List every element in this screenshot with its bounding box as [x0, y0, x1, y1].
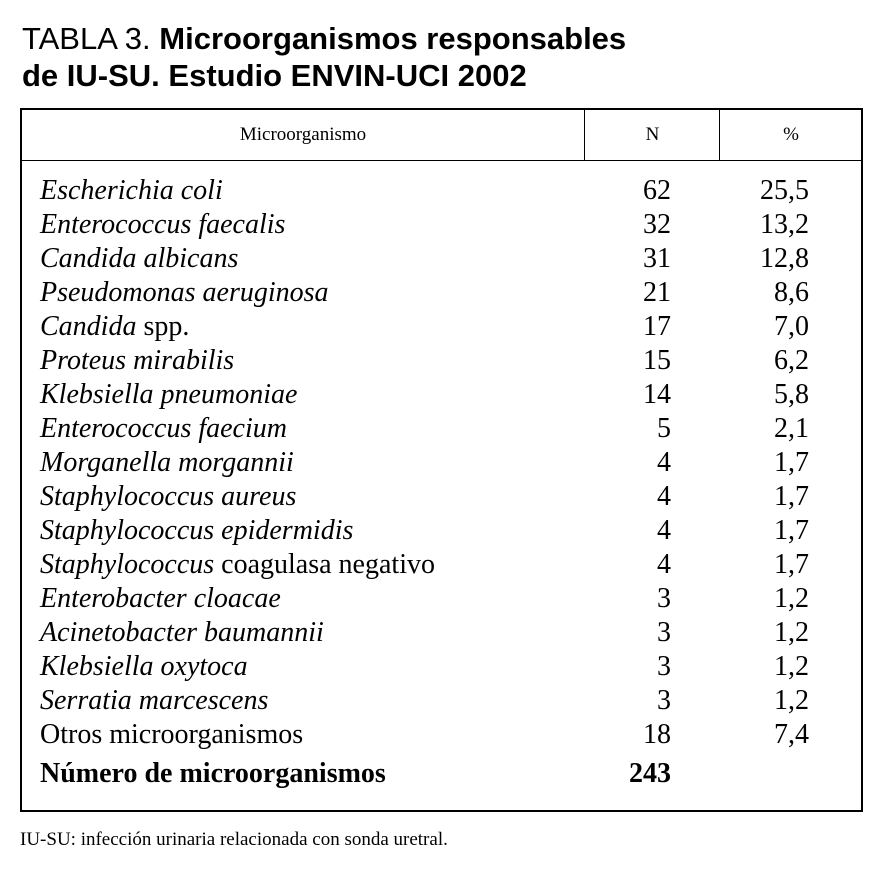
count-cell: 21: [643, 277, 671, 308]
organism-name: [40, 310, 189, 344]
table-row: [22, 310, 861, 344]
percent-cell: 25,5: [760, 175, 809, 206]
table-row: [22, 174, 861, 208]
organism-name-italic: Candida: [40, 311, 137, 342]
organism-name: [40, 242, 238, 276]
table-title: [22, 20, 626, 94]
percent-cell: 1,2: [774, 583, 809, 614]
count-cell: 3: [657, 583, 671, 614]
organism-name: [40, 684, 268, 718]
count-cell: 3: [657, 651, 671, 682]
count-cell: 17: [643, 311, 671, 342]
percent-cell: 1,2: [774, 651, 809, 682]
organism-name-italic: Serratia marcescens: [40, 685, 269, 716]
organism-name-plain: spp.: [136, 311, 190, 342]
organism-name-italic: Morganella morgannii: [40, 447, 294, 478]
organism-name: [40, 718, 303, 752]
organism-name: [40, 412, 287, 446]
table-body: [22, 174, 861, 796]
title-bold-2: de IU-SU. Estudio ENVIN-UCI 2002: [22, 58, 527, 93]
table-row: [22, 684, 861, 718]
percent-cell: 13,2: [760, 209, 809, 240]
table-row: [22, 412, 861, 446]
count-cell: 3: [657, 617, 671, 648]
organism-name-italic: Enterobacter cloacae: [40, 583, 281, 614]
percent-cell: 5,8: [774, 379, 809, 410]
organism-name: [40, 582, 281, 616]
total-count: 243: [629, 758, 671, 789]
title-line-1: [22, 20, 626, 57]
percent-cell: 1,7: [774, 481, 809, 512]
organism-name: [40, 208, 285, 242]
organism-name-plain: coagulasa negativo: [214, 549, 435, 580]
count-cell: 4: [657, 481, 671, 512]
organism-name: [40, 276, 329, 310]
organism-name-italic: Pseudomonas aeruginosa: [40, 277, 329, 308]
count-cell: 15: [643, 345, 671, 376]
data-table: [20, 108, 863, 812]
count-cell: 4: [657, 447, 671, 478]
percent-cell: 7,4: [774, 719, 809, 750]
count-cell: 3: [657, 685, 671, 716]
count-cell: 32: [643, 209, 671, 240]
table-row: [22, 378, 861, 412]
title-prefix: TABLA 3.: [22, 21, 151, 56]
organism-name: [40, 616, 324, 650]
organism-name-italic: Klebsiella oxytoca: [40, 651, 248, 682]
organism-name: [40, 650, 248, 684]
percent-cell: 1,7: [774, 447, 809, 478]
percent-cell: 1,7: [774, 515, 809, 546]
organism-name-italic: Candida albicans: [40, 243, 239, 274]
organism-name: [40, 344, 234, 378]
organism-name-italic: Staphylococcus epidermidis: [40, 515, 354, 546]
percent-cell: 7,0: [774, 311, 809, 342]
percent-cell: 1,2: [774, 617, 809, 648]
percent-cell: 1,2: [774, 685, 809, 716]
organism-name-italic: Escherichia coli: [40, 175, 223, 206]
header-n: N: [584, 110, 720, 160]
count-cell: 31: [643, 243, 671, 274]
organism-name-italic: Enterococcus faecalis: [40, 209, 286, 240]
table-row: [22, 514, 861, 548]
organism-name: [40, 446, 294, 480]
table-row: [22, 208, 861, 242]
organism-name: [40, 378, 297, 412]
footnote: IU-SU: infección urinaria relacionada con sonda uretral.: [20, 829, 448, 850]
percent-cell: 12,8: [760, 243, 809, 274]
organism-name-italic: Staphylococcus aureus: [40, 481, 297, 512]
title-bold-1: Microorganismos responsables: [159, 21, 627, 56]
table-row: [22, 344, 861, 378]
table-row: [22, 650, 861, 684]
table-row: [22, 582, 861, 616]
table-row: [22, 480, 861, 514]
organism-name-italic: Proteus mirabilis: [40, 345, 235, 376]
count-cell: 5: [657, 413, 671, 444]
table-row: [22, 718, 861, 752]
count-cell: 4: [657, 549, 671, 580]
organism-name: [40, 174, 223, 208]
count-cell: 4: [657, 515, 671, 546]
header-percent: %: [719, 110, 862, 160]
table-row: [22, 548, 861, 582]
percent-cell: 2,1: [774, 413, 809, 444]
table-row: [22, 276, 861, 310]
header-microorganismo: Microorganismo: [239, 124, 367, 145]
count-cell: 18: [643, 719, 671, 750]
count-cell: 14: [643, 379, 671, 410]
table-header: [22, 110, 861, 161]
table-row: [22, 446, 861, 480]
percent-cell: 1,7: [774, 549, 809, 580]
percent-cell: 6,2: [774, 345, 809, 376]
total-row: [22, 752, 861, 796]
organism-name-plain: Otros microorganismos: [40, 719, 304, 750]
table-row: [22, 616, 861, 650]
percent-cell: 8,6: [774, 277, 809, 308]
organism-name-italic: Enterococcus faecium: [40, 413, 287, 444]
organism-name-italic: Acinetobacter baumannii: [40, 617, 324, 648]
organism-name: [40, 480, 296, 514]
organism-name-italic: Klebsiella pneumoniae: [40, 379, 298, 410]
table-row: [22, 242, 861, 276]
total-label: Número de microorganismos: [40, 758, 386, 789]
count-cell: 62: [643, 175, 671, 206]
organism-name: [40, 514, 353, 548]
organism-name-italic: Staphylococcus: [40, 549, 215, 580]
organism-name: [40, 548, 435, 582]
